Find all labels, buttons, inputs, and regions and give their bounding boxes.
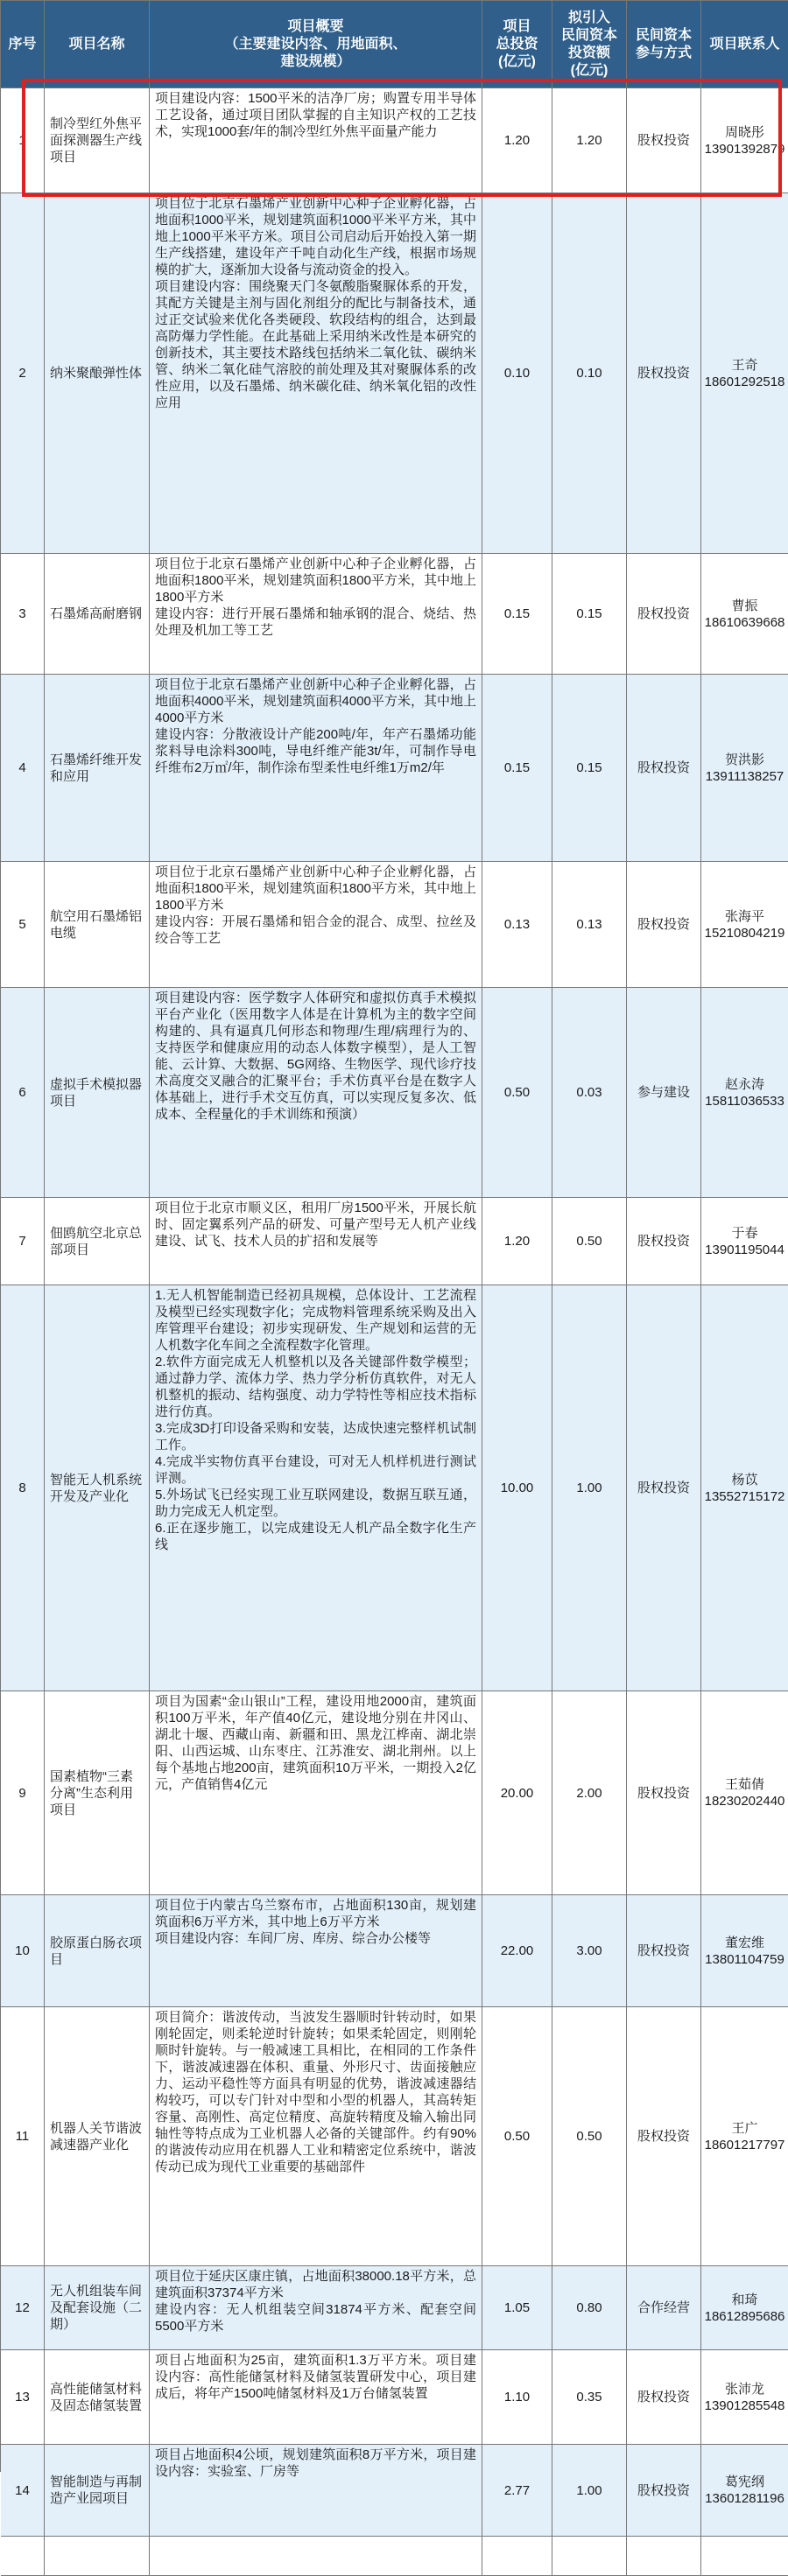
row-11-contact [701,2007,788,2266]
row-1-contact-name: 周晓彤 [724,124,764,140]
row-9-contact-name: 王茹倩 [724,1777,764,1792]
row-13-total: 1.10 [482,2350,552,2445]
row-10-contact-phone: 13801104759 [705,1951,784,1967]
row-8-seq: 8 [1,1285,45,1691]
row-5-name: 航空用石墨烯铝电缆 [45,862,150,988]
header-name: 项目名称 [45,1,150,88]
row-14-name: 智能制造与再制造产业园项目 [45,2445,150,2537]
row-9-total: 20.00 [482,1691,552,1895]
row-12-name: 无人机组装车间及配套设施（二期） [45,2266,150,2350]
row-8-contact [701,1285,788,1691]
row-1-mode: 股权投资 [627,88,701,193]
header-seq: 序号 [1,1,45,88]
row-7-contact [701,1198,788,1285]
header-total-invest: 项目 总投资 (亿元) [482,1,552,88]
row-3-private: 0.15 [552,554,627,675]
header-private-invest: 拟引入 民间资本 投资额 (亿元) [552,1,627,88]
row-8-summary: 1.无人机智能制造已经初具规模，总体设计、工艺流程及模型已经实现数字化；完成物料管理系统采购及出入库管理平台建设；初步实现研发、生产规划和运营的无人机数字化车间之全流程数字化管理。 2.软件方面完成无人机整机以及各关键部件数学模型；通过静力学、流体力学、热力学分析仿真软件，对无人机整机的振动、结构强度、动力学特性等相应技术指标进行仿真。 3.完成3D打印设备采购和安装，达成快速完整样机试制工作。 4.完成半实物仿真平台建设，可对无人机样机进行测试评测。 5.外场试飞已经实现工业互联网建设，数据互联互通，助力完成无人机定型。 6.正在逐步施工，以完成建设无人机产品全数字化生产线 [150,1285,482,1691]
row-13-summary: 项目占地面积为25亩，建筑面积1.3万平方米。项目建设内容：高性能储氢材料及储氢装置研发中心，项目建成后，将年产1500吨储氢材料及1万台储氢装置 [150,2350,482,2445]
row-4-total: 0.15 [482,675,552,862]
row-9-seq: 9 [1,1691,45,1895]
row-2-contact-name: 王奇 [731,357,758,373]
header-summary: 项目概要 （主要建设内容、用地面积、 建设规模） [150,1,482,88]
row-partial-total [482,2537,552,2576]
row-8-name: 智能无人机系统开发及产业化 [45,1285,150,1691]
row-12-contact-phone: 18612895686 [704,2308,785,2324]
row-5-summary: 项目位于北京石墨烯产业创新中心种子企业孵化器，占地面积1800平米，规划建筑面积1800平方米，其中地上1800平方米 建设内容：开展石墨烯和铝合金的混合、成型、拉丝及绞合等工艺 [150,862,482,988]
row-5-contact-phone: 15210804219 [704,925,785,941]
row-5-total: 0.13 [482,862,552,988]
row-partial-summary [150,2537,482,2576]
row-1-summary: 项目建设内容：1500平米的洁净厂房；购置专用半导体工艺设备，通过项目团队掌握的自主知识产权的工艺技术，实现1000套/年的制冷型红外焦平面量产能力 [150,88,482,193]
row-6-contact-name: 赵永涛 [724,1076,764,1092]
row-10-seq: 10 [1,1895,45,2007]
row-2-contact [701,193,788,554]
row-4-private: 0.15 [552,675,627,862]
row-13-contact-name: 张沛龙 [724,2381,764,2397]
row-5-contact-name: 张海平 [724,908,764,924]
row-13-mode: 股权投资 [627,2350,701,2445]
row-1-contact-phone: 13901392879 [704,141,785,157]
row-3-name: 石墨烯高耐磨钢 [45,554,150,675]
row-4-summary: 项目位于北京石墨烯产业创新中心种子企业孵化器，占地面积4000平米，规划建筑面积4000平方米，其中地上4000平方米 建设内容：分散液设计产能200吨/年，年产石墨烯功能浆料导电涂料300吨，导电纤维产能3t/年，可制作导电纤维布2万㎡/年，制作涂布型柔性电纤维1万m2/年 [150,675,482,862]
row-2-mode: 股权投资 [627,193,701,554]
row-7-contact-name: 于春 [731,1225,758,1241]
row-3-total: 0.15 [482,554,552,675]
row-2-contact-phone: 18601292518 [704,374,785,389]
row-11-contact-phone: 18601217797 [704,2137,785,2152]
row-4-seq: 4 [1,675,45,862]
row-partial-contact [701,2537,788,2576]
row-2-name: 纳米聚酿弹性体 [45,193,150,554]
row-8-private: 1.00 [552,1285,627,1691]
row-6-contact [701,988,788,1198]
row-11-summary: 项目简介：谐波传动，当波发生器顺时针转动时，如果刚轮固定，则柔轮逆时针旋转；如果柔轮固定，则刚轮顺时针旋转。与一般减速工具相比，在相同的工作条件下，谐波减速器在体积、重量、外形尺寸、齿面接触应力、运动平稳性等方面具有明显的优势，谐波减速器结构较巧，可以专门针对中型和小型的机器人，其高转矩容量、高刚性、高定位精度、高旋转精度及输入输出同轴性等特点成为工业机器人必备的关键部件。约有90%的谐波传动应用在机器人工业和精密定位系统中，谐波传动已成为现代工业重要的基础部件 [150,2007,482,2266]
row-12-private: 0.80 [552,2266,627,2350]
row-9-name: 国素植物“三素分离”生态利用项目 [45,1691,150,1895]
row-9-summary: 项目为国素“金山银山”工程，建设用地2000亩，建筑面积100万平米，年产值40亿元，建设地分别在井冈山、湖北十堰、西藏山南、新疆和田、黑龙江桦南、湖北崇阳、山西运城、山东枣庄、江苏淮安、湖北荆州。以上每个基地占地200亩，建筑面积10万平米，一期投入2亿元，产值销售4亿元 [150,1691,482,1895]
header-contact: 项目联系人 [701,1,788,88]
row-6-contact-phone: 15811036533 [705,1093,784,1109]
row-4-contact-phone: 13911138257 [705,768,784,784]
row-7-name: 佃鸥航空北京总部项目 [45,1198,150,1285]
row-partial-name [45,2537,150,2576]
row-11-private: 0.50 [552,2007,627,2266]
row-partial-mode [627,2537,701,2576]
row-13-seq: 13 [1,2350,45,2445]
row-2-seq: 2 [1,193,45,554]
row-7-private: 0.50 [552,1198,627,1285]
row-11-name: 机器人关节谐波减速器产业化 [45,2007,150,2266]
row-12-mode: 合作经营 [627,2266,701,2350]
row-13-contact [701,2350,788,2445]
row-12-seq: 12 [1,2266,45,2350]
row-10-name: 胶原蛋白肠衣项目 [45,1895,150,2007]
row-3-contact [701,554,788,675]
row-12-total: 1.05 [482,2266,552,2350]
row-8-mode: 股权投资 [627,1285,701,1691]
row-8-contact-name: 杨苡 [731,1472,758,1488]
row-14-summary: 项目占地面积4公顷，规划建筑面积8万平方米，项目建设内容：实验室、厂房等 [150,2445,482,2537]
row-12-summary: 项目位于延庆区康庄镇，占地面积38000.18平方米，总建筑面积37374平方米 建设内容：无人机组装空间31874平方米、配套空间5500平方米 [150,2266,482,2350]
row-13-private: 0.35 [552,2350,627,2445]
row-1-name: 制冷型红外焦平面探测器生产线项目 [45,88,150,193]
row-14-seq: 14 [1,2445,45,2537]
row-14-private: 1.00 [552,2445,627,2537]
row-7-mode: 股权投资 [627,1198,701,1285]
row-1-private: 1.20 [552,88,627,193]
row-6-mode: 参与建设 [627,988,701,1198]
row-6-seq: 6 [1,988,45,1198]
row-12-contact [701,2266,788,2350]
row-5-contact [701,862,788,988]
row-9-mode: 股权投资 [627,1691,701,1895]
row-10-contact-name: 董宏维 [724,1935,764,1950]
row-12-contact-name: 和琦 [731,2292,758,2307]
row-partial-private [552,2537,627,2576]
row-14-mode: 股权投资 [627,2445,701,2537]
row-13-name: 高性能储氢材料及固态储氢装置 [45,2350,150,2445]
row-1-seq: 1 [1,88,45,193]
row-14-contact [701,2445,788,2537]
row-11-seq: 11 [1,2007,45,2266]
row-11-contact-name: 王广 [731,2120,758,2136]
row-10-private: 3.00 [552,1895,627,2007]
row-4-name: 石墨烯纤维开发和应用 [45,675,150,862]
row-2-summary: 项目位于北京石墨烯产业创新中心种子企业孵化器，占地面积1000平米，规划建筑面积1000平米平方米，其中地上1000平米平方米。项目公司启动后开始投入第一期生产线搭建，建设年产千吨自动化生产线，根据市场规模的扩大，逐渐加大设备与流动资金的投入。 项目建设内容：围绕聚天门冬氨酸脂聚脲体系的开发，其配方关键是主剂与固化剂组分的配比与制备技术，通过正交试验来优化各类硬段、软段结构的组合，达到最高防爆力学性能。在此基础上采用纳米改性是本研究的创新技术，其主要技术路线包括纳米二氧化钛、碳纳米管、纳米二氧化硅气溶胶的前处理及其对聚脲体系的改性应用，以及石墨烯、纳米碳化硅、纳米氧化铝的改性应用 [150,193,482,554]
row-4-contact [701,675,788,862]
row-5-private: 0.13 [552,862,627,988]
row-3-mode: 股权投资 [627,554,701,675]
row-6-private: 0.03 [552,988,627,1198]
row-6-name: 虚拟手术模拟器项目 [45,988,150,1198]
row-9-contact [701,1691,788,1895]
row-7-contact-phone: 13901195044 [705,1242,784,1257]
row-3-summary: 项目位于北京石墨烯产业创新中心种子企业孵化器，占地面积1800平米，规划建筑面积1800平方米，其中地上1800平方米 建设内容：进行开展石墨烯和轴承钢的混合、烧结、热处理及机加工等工艺 [150,554,482,675]
row-7-seq: 7 [1,1198,45,1285]
row-10-mode: 股权投资 [627,1895,701,2007]
row-10-total: 22.00 [482,1895,552,2007]
row-10-summary: 项目位于内蒙古乌兰察布市，占地面积130亩，规划建筑面积6万平方米，其中地上6万平方米 项目建设内容：车间厂房、库房、综合办公楼等 [150,1895,482,2007]
row-5-mode: 股权投资 [627,862,701,988]
row-8-contact-phone: 13552715172 [704,1488,785,1504]
header-mode: 民间资本 参与方式 [627,1,701,88]
row-11-total: 0.50 [482,2007,552,2266]
row-14-contact-phone: 13601281196 [705,2491,784,2506]
row-2-total: 0.10 [482,193,552,554]
row-9-private: 2.00 [552,1691,627,1895]
row-11-mode: 股权投资 [627,2007,701,2266]
row-3-contact-name: 曹振 [731,598,758,613]
row-14-total: 2.77 [482,2445,552,2537]
row-7-summary: 项目位于北京市顺义区，租用厂房1500平米，开展长航时、固定翼系列产品的研发、可量产型号无人机产业线建设、试飞、技术人员的扩招和发展等 [150,1198,482,1285]
row-partial-seq [1,2537,45,2576]
row-14-contact-name: 葛宪纲 [724,2474,764,2489]
row-5-seq: 5 [1,862,45,988]
row-3-contact-phone: 18610639668 [704,614,785,630]
row-13-contact-phone: 13901285548 [704,2398,785,2413]
row-10-contact [701,1895,788,2007]
row-6-summary: 项目建设内容：医学数字人体研究和虚拟仿真手术模拟平台产业化（医用数字人体是在计算机为主的数字空间构建的、具有逼真几何形态和物理/生理/病理行为的、支持医学和健康应用的动态人体数字模型），是人工智能、云计算、大数据、5G网络、生物医学、现代诊疗技术高度交叉融合的汇聚平台；手术仿真平台是在数字人体基础上，进行手术交互仿真，可以实现反复多次、低成本、全程量化的手术训练和预演） [150,988,482,1198]
row-6-total: 0.50 [482,988,552,1198]
row-4-contact-name: 贺洪影 [724,752,764,767]
row-8-total: 10.00 [482,1285,552,1691]
row-4-mode: 股权投资 [627,675,701,862]
row-1-total: 1.20 [482,88,552,193]
row-3-seq: 3 [1,554,45,675]
row-9-contact-phone: 18230202440 [704,1794,785,1809]
row-7-total: 1.20 [482,1198,552,1285]
row-1-contact [701,88,788,193]
row-2-private: 0.10 [552,193,627,554]
